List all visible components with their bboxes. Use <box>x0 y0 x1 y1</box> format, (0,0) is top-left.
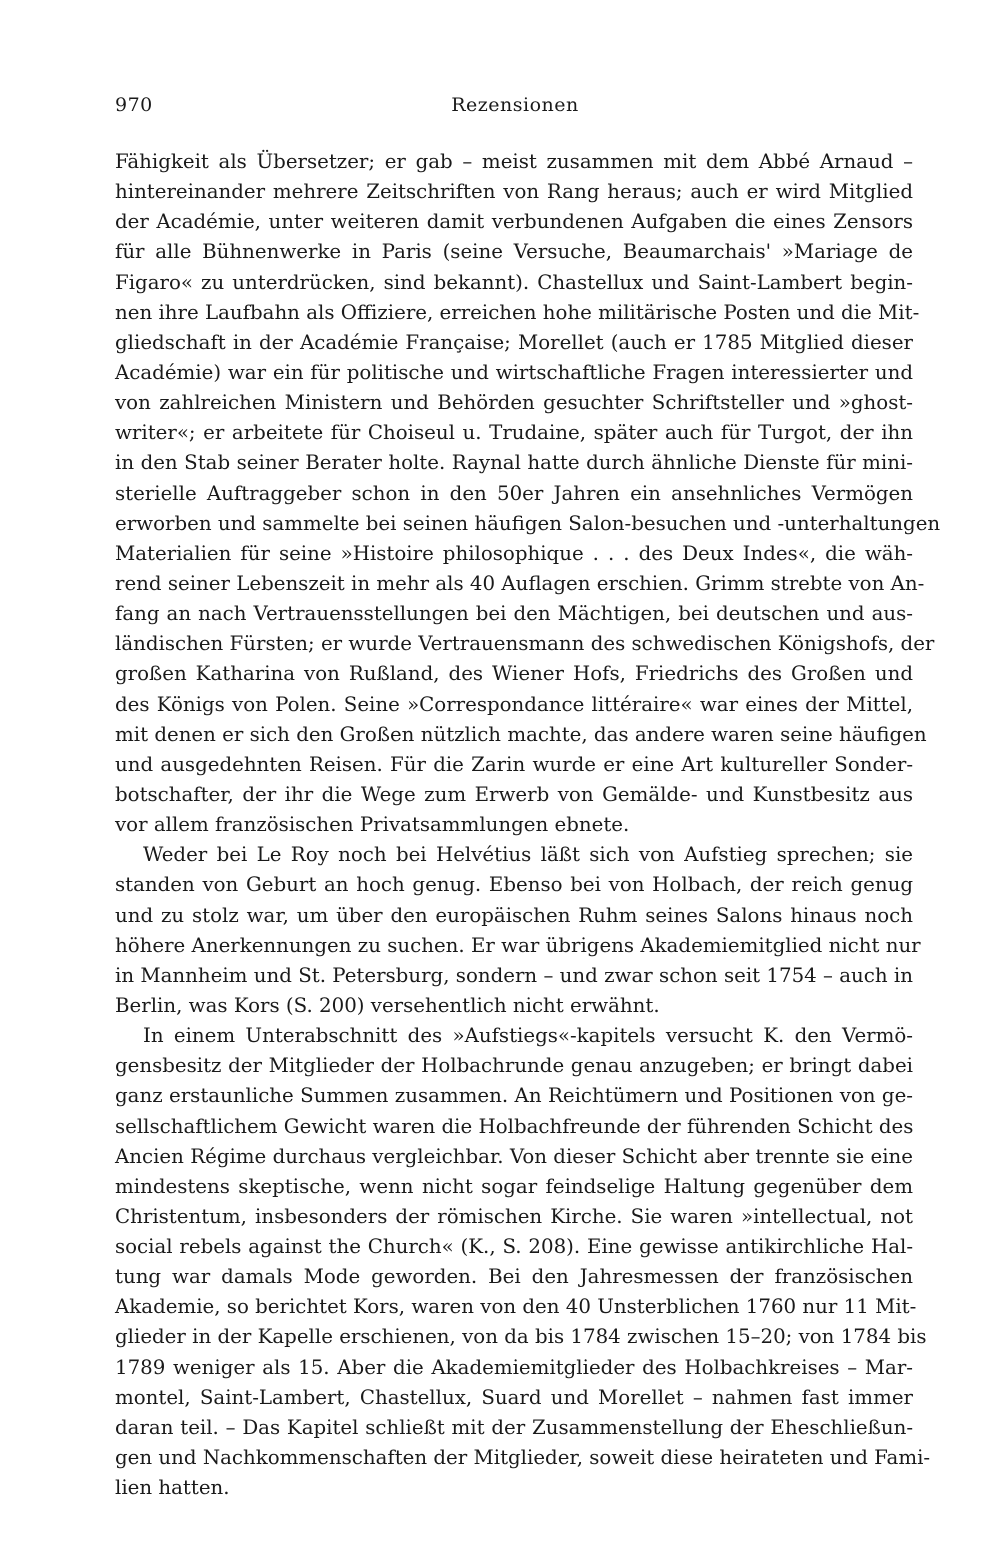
page-header <box>115 94 915 124</box>
text-line: mit denen er sich den Großen nützlich machte, das andere waren seine häufigen <box>115 722 927 746</box>
text-line: Figaro« zu unterdrücken, sind bekannt). Chastellux und Saint-Lambert begin- <box>115 270 913 294</box>
text-line: vor allem französischen Privatsammlungen ebnete. <box>115 813 630 837</box>
text-line: der Académie, unter weiteren damit verbundenen Aufgaben die eines Zensors <box>115 210 913 234</box>
text-line: montel, Saint-Lambert, Chastellux, Suard und Morellet – nahmen fast immer <box>115 1385 913 1409</box>
text-line: von zahlreichen Ministern und Behörden gesuchter Schriftsteller und »ghost- <box>115 391 913 415</box>
text-line: höhere Anerkennungen zu suchen. Er war übrigens Akademiemitglied nicht nur <box>115 933 921 957</box>
text-line: gensbesitz der Mitglieder der Holbachrunde genau anzugeben; er bringt dabei <box>115 1054 913 1078</box>
text-line: des Königs von Polen. Seine »Correspondance littéraire« war eines der Mittel, <box>115 692 913 716</box>
text-line: social rebels against the Church« (K., S. 208). Eine gewisse antikirchliche Hal- <box>115 1235 913 1259</box>
text-line: lien hatten. <box>115 1476 230 1500</box>
text-line: mindestens skeptische, wenn nicht sogar feindselige Haltung gegenüber dem <box>115 1174 913 1198</box>
text-line: Berlin, was Kors (S. 200) versehentlich nicht erwähnt. <box>115 993 660 1017</box>
text-line: und ausgedehnten Reisen. Für die Zarin wurde er eine Art kultureller Sonder- <box>115 752 913 776</box>
text-line: 1789 weniger als 15. Aber die Akademiemitglieder des Holbachkreises – Mar- <box>115 1355 913 1379</box>
text-line: in den Stab seiner Berater holte. Raynal hatte durch ähnliche Dienste für mini- <box>115 451 913 475</box>
text-line: ganz erstaunliche Summen zusammen. An Reichtümern und Positionen von ge- <box>115 1084 913 1108</box>
text-line: gen und Nachkommenschaften der Mitglieder, soweit diese heirateten und Fami- <box>115 1446 931 1470</box>
text-line: hintereinander mehrere Zeitschriften von Rang heraus; auch er wird Mitglied <box>115 180 913 204</box>
text-line: für alle Bühnenwerke in Paris (seine Versuche, Beaumarchais' »Mariage de <box>115 240 913 264</box>
text-line: daran teil. – Das Kapitel schließt mit der Zusammenstellung der Eheschließun- <box>115 1415 913 1439</box>
text-line: ländischen Fürsten; er wurde Vertrauensmann des schwedischen Königshofs, der <box>115 632 935 656</box>
text-line: rend seiner Lebenszeit in mehr als 40 Auflagen erschien. Grimm strebte von An- <box>115 571 925 595</box>
paragraph <box>115 840 921 1021</box>
text-line: Fähigkeit als Übersetzer; er gab – meist zusammen mit dem Abbé Arnaud – <box>115 150 913 173</box>
text-line: nen ihre Laufbahn als Offiziere, erreichen hohe militärische Posten und die Mit- <box>115 300 920 324</box>
text-line: Académie) war ein für politische und wirtschaftliche Fragen interessierter und <box>115 360 913 384</box>
text-line: Weder bei Le Roy noch bei Helvétius läßt sich von Aufstieg sprechen; sie <box>143 843 913 867</box>
text-line: botschafter, der ihr die Wege zum Erwerb von Gemälde- und Kunstbesitz aus <box>115 782 913 806</box>
text-line: und zu stolz war, um über den europäischen Ruhm seines Salons hinaus noch <box>115 903 913 927</box>
text-line: großen Katharina von Rußland, des Wiener Hofs, Friedrichs des Großen und <box>115 662 913 686</box>
text-line: fang an nach Vertrauensstellungen bei den Mächtigen, bei deutschen und aus- <box>115 602 913 626</box>
text-line: glieder in der Kapelle erschienen, von da bis 1784 zwischen 15–20; von 1784 bis <box>115 1325 927 1349</box>
page-number: 970 <box>115 94 153 116</box>
text-line: standen von Geburt an hoch genug. Ebenso bei von Holbach, der reich genug <box>115 873 913 897</box>
paragraph <box>115 1021 931 1503</box>
text-line: writer«; er arbeitete für Choiseul u. Trudaine, später auch für Turgot, der ihn <box>115 421 913 445</box>
text-line: sterielle Auftraggeber schon in den 50er Jahren ein ansehnliches Vermögen <box>115 481 913 505</box>
text-line: in Mannheim und St. Petersburg, sondern – und zwar schon seit 1754 – auch in <box>115 963 913 987</box>
body-text <box>115 147 941 1503</box>
text-line: Materialien für seine »Histoire philosophique . . . des Deux Indes«, die wäh- <box>115 541 913 565</box>
text-line: sellschaftlichem Gewicht waren die Holbachfreunde der führenden Schicht des <box>115 1114 914 1138</box>
text-line: tung war damals Mode geworden. Bei den Jahresmessen der französischen <box>115 1265 913 1289</box>
text-line: gliedschaft in der Académie Française; Morellet (auch er 1785 Mitglied dieser <box>115 330 913 354</box>
running-head: Rezensionen <box>451 94 579 116</box>
text-line: Christentum, insbesonders der römischen Kirche. Sie waren »intellectual, not <box>115 1204 913 1228</box>
text-line: erworben und sammelte bei seinen häufigen Salon-besuchen und -unterhaltungen <box>115 511 941 535</box>
text-line: Akademie, so berichtet Kors, waren von den 40 Unsterblichen 1760 nur 11 Mit- <box>115 1295 917 1319</box>
text-line: Ancien Régime durchaus vergleichbar. Von dieser Schicht aber trennte sie eine <box>115 1144 913 1168</box>
text-line: In einem Unterabschnitt des »Aufstiegs«-kapitels versucht K. den Vermö- <box>143 1024 913 1048</box>
paragraph <box>115 147 941 840</box>
